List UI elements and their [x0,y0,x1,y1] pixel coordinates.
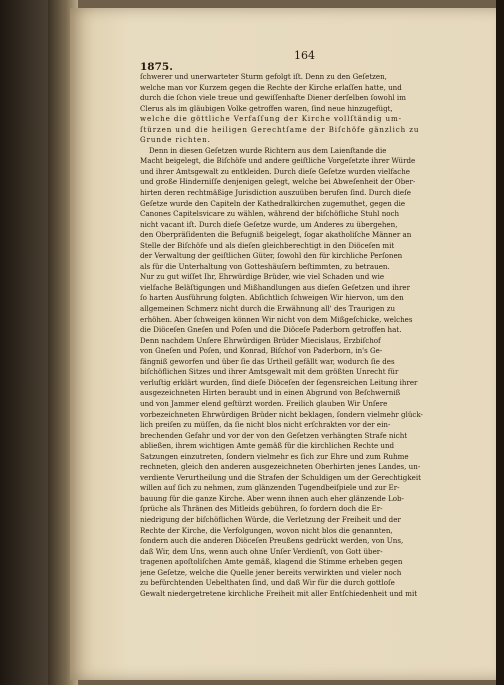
text-line: vielfache Beläſtigungen und Mißhandlungen aus dieſen Geſetzen und ihrer [140,282,410,292]
text-line: daß Wir, dem Uns, wenn auch ohne Unſer Verdienſt, von Gott über- [140,546,383,556]
text-line: von Gneſen und Poſen, und Konrad, Biſchof von Paderborn, in's Ge- [140,346,383,356]
text-line: willen auf ſich zu nehmen, zum glänzenden Tugendbeiſpiele und zur Er- [140,483,400,493]
text-line: und große Hinderniſſe denjenigen gelegt, welche bei Abweſenheit der Ober- [140,177,416,187]
page-header [80,49,480,71]
text-line: biſchöflichen Sitzes und ihrer Amtsgewalt mit dem größten Unrecht für [140,367,399,377]
text-line: und von Jammer elend geſtürzt worden. Freilich glauben Wir Unſere [140,398,388,408]
text-line: welche man vor Kurzem gegen die Rechte der Kirche erlaſſen hatte, und [140,82,402,92]
text-line-spaced: welche die göttliche Verfaſſung der Kirche vollſtändig um- [140,114,402,124]
text-line: verluſtig erklärt wurden, ſind dieſe Diöceſen der ſegensreichen Leitung ihrer [140,377,418,387]
text-line: hirten deren rechtmäßige Jurisdiction auszuüben berufen ſind. Durch dieſe [140,188,411,198]
header-year: 1875. [140,61,173,73]
text-line: zu befürchtenden Uebelthaten ſind, und daß Wir für die durch gottloſe [140,578,395,588]
text-line: niedrigung der biſchöflichen Würde, die Verletzung der Freiheit und der [140,514,401,524]
text-line: ausgezeichneten Hirten beraubt und in einen Abgrund von Beſchwerniß [140,388,401,398]
text-line: ſondern auch die anderen Diöceſen Preußens gedrückt werden, von Uns, [140,536,404,546]
text-line: bauung für die ganze Kirche. Aber wenn ihnen auch eher glänzende Lob- [140,493,404,503]
paragraph-start-line: Denn in diesen Geſetzen wurde Richtern aus dem Laienſtande die [149,145,387,155]
text-line: tragenen apoſtoliſchen Amte gemäß, klagend die Stimme erheben gegen [140,557,403,567]
text-line-spaced: Grunde richten. [140,135,211,145]
text-line: Rechte der Kirche, die Verfolgungen, wovon nicht blos die genannten, [140,525,393,535]
text-line: ſprüche als Thränen des Mitleids gebühren, ſo fordern doch die Er- [140,504,383,514]
text-line: erhöhen. Aber ſchweigen können Wir nicht von dem Mißgeſchicke, welches [140,314,413,324]
page-body-text [140,72,485,599]
text-line: durch die ſchon viele treue und gewiſſenhafte Diener derſelben ſowohl im [140,93,406,103]
text-line: die Diöceſen Gneſen und Poſen und die Diöceſe Paderborn getroffen hat. [140,325,402,335]
text-line: brechenden Gefahr und vor der von den Geſetzen verhängten Strafe nicht [140,430,408,440]
text-line: Gewalt niedergetretene kirchliche Freiheit mit aller Entſchiedenheit und mit [140,588,418,598]
text-line: rechneten, gleich den anderen ausgezeichneten Oberhirten jenes Landes, un- [140,462,421,472]
text-line: Clerus als im gläubigen Volke getroffen waren, ſind neue hinzugefügt, [140,103,393,113]
text-line: den Oberpräſidenten die Befugniß beigelegt, ſogar akatholiſche Männer an [140,230,412,240]
text-line: Satzungen einzutreten, ſondern vielmehr es ſich zur Ehre und zum Ruhme [140,451,409,461]
text-line: allgemeinen Schmerz nicht durch die Erwähnung all' des Traurigen zu [140,304,396,314]
text-line: Canones Capitelsvicare zu wählen, während der biſchöfliche Stuhl noch [140,209,400,219]
text-line: Macht beigelegt, die Biſchöfe und andere geiſtliche Vorgeſetzte ihrer Würde [140,156,416,166]
page-number: 164 [294,49,315,62]
text-line: Stelle der Biſchöfe und als dieſen gleichberechtigt in den Diöceſen mit [140,240,395,250]
text-line: Denn nachdem Unſere Ehrwürdigen Brüder Miecislaus, Erzbiſchof [140,335,381,345]
text-line: ſo harten Ausführung folgten. Abſichtlich ſchweigen Wir hiervon, um den [140,293,404,303]
text-line: Nur zu gut wiſſet Ihr, Ehrwürdige Brüder, wie viel Schaden und wie [140,272,385,282]
text-line: abließen, ihrem wichtigen Amte gemäß für die kirchlichen Rechte und [140,441,395,451]
text-line: jene Geſetze, welche die Quelle jener bereits verwirkten und vieler noch [140,567,402,577]
text-line: fängniß geworfen und über ſie das Urtheil gefällt war, wodurch ſie des [140,356,395,366]
text-line: als für die Unterhaltung von Gotteshäuſern beſtimmten, zu betrauen. [140,261,390,271]
text-line: verdiente Verurtheilung und die Strafen der Schuldigen um der Gerechtigkeit [140,472,421,482]
text-line: nicht vacant iſt. Durch dieſe Geſetze wurde, um Anderes zu übergehen, [140,219,398,229]
text-line: ſchwerer und unerwarteter Sturm gefolgt iſt. Denn zu den Geſetzen, [140,72,387,81]
text-line: der Verwaltung der geiſtlichen Güter, ſowohl den für kirchliche Perſonen [140,251,403,261]
text-line: lich preiſen zu müſſen, da ſie nicht blos nicht erſchrakten vor der ein- [140,420,391,430]
page-edge-shadow [496,0,504,685]
text-line: Geſetze wurde den Capiteln der Kathedralkirchen zugemuthet, gegen die [140,198,406,208]
text-line: vorbezeichneten Ehrwürdigen Brüder nicht beklagen, ſondern vielmehr glück- [140,409,423,419]
text-line: und ihrer Amtsgewalt zu entkleiden. Durch dieſe Geſetze wurden vielfache [140,166,410,176]
text-line-spaced: ſtürzen und die heiligen Gerechtſame der Biſchöfe gänzlich zu [140,124,420,134]
